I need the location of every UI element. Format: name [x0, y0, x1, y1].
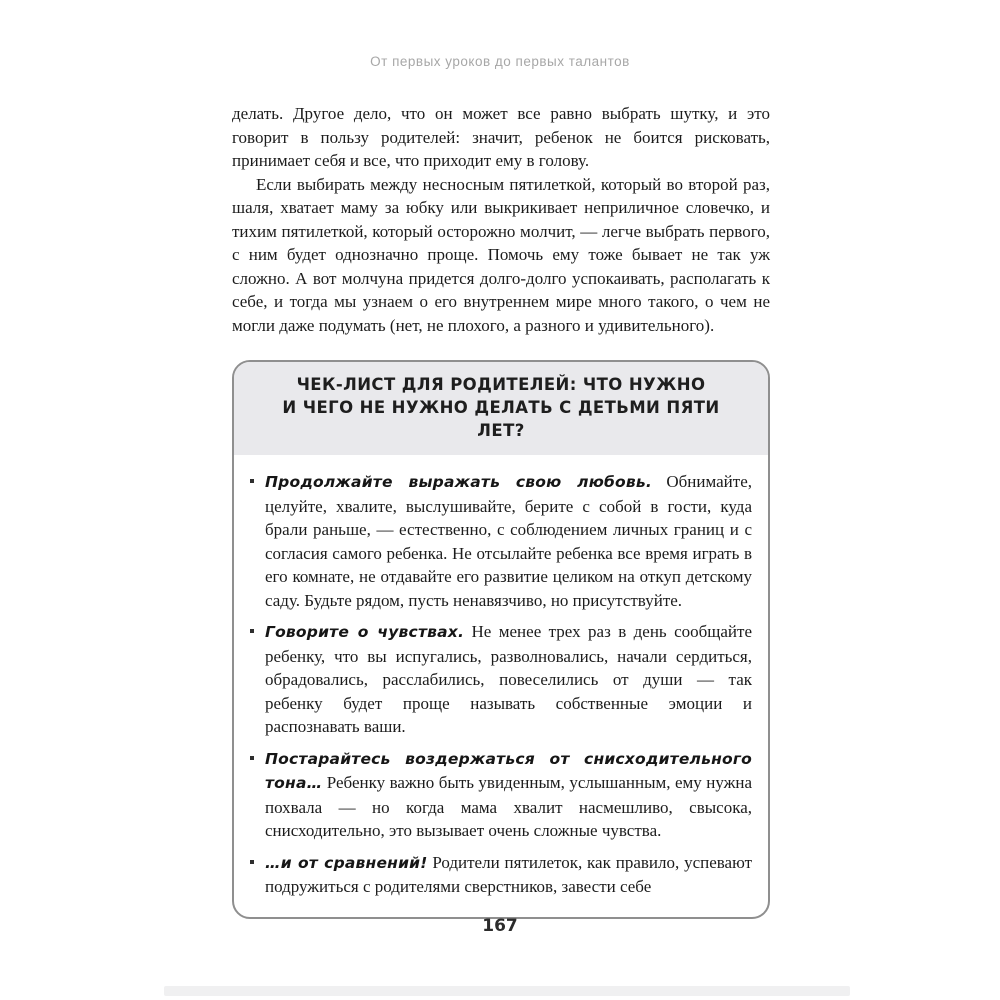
body-paragraph-1: делать. Другое дело, что он может все равно выбрать шутку, и это говорит в пользу родителей: значит, ребенок не боится рисковать, принимает себя и все, что приходит ему в голову.	[232, 104, 770, 170]
list-item-text	[265, 620, 752, 739]
bullet-icon	[250, 479, 254, 483]
checklist-items	[234, 455, 768, 917]
list-item-lead: Говорите о чувствах.	[265, 623, 465, 641]
body-paragraph-2: Если выбирать между несносным пятилеткой, который во второй раз, шаля, хватает маму за юбку или выкрикивает неприличное словечко, и тихим пятилеткой, который осторожно молчит, — легче выбрать первого, с ним будет однозначно проще. Помочь ему тоже бывает не так уж сложно. А вот молчуна придется долго-долго успокаивать, располагать к себе, и тогда мы узнаем о его внутреннем мире много такого, о чем не могли даже подумать (нет, не плохого, а разного и удивительного).	[232, 174, 770, 335]
bullet-icon	[250, 756, 254, 760]
page-number: 167	[482, 916, 518, 936]
list-item	[244, 470, 752, 612]
list-item-lead: …и от сравнений!	[265, 853, 428, 872]
list-item-lead: Продолжайте выражать свою любовь.	[265, 473, 652, 491]
list-item-text	[265, 470, 752, 612]
bullet-icon	[250, 629, 254, 633]
list-item-text	[265, 851, 752, 899]
list-item-text	[265, 747, 752, 843]
list-item	[244, 747, 752, 843]
page-edge-shadow	[164, 986, 850, 996]
running-header: От первых уроков до первых талантов	[370, 54, 630, 69]
checklist-title-line-2: И ЧЕГО НЕ НУЖНО ДЕЛАТЬ С ДЕТЬМИ ПЯТИ ЛЕТ?	[282, 398, 720, 440]
bullet-icon	[250, 860, 254, 864]
list-item-body: Не менее трех раз в день сообщайте ребенку, что вы испугались, разволновались, начали сердиться, обрадовались, расслабились, повеселились от души — так ребенку будет проще называть собственные эмоции и распознавать ваши.	[265, 622, 753, 736]
list-item-body: Ребенку важно быть увиденным, услышанным, ему нужна похвала — но когда мама хвалит насмешливо, свысока, снисходительно, это вызывает очень сложные чувства.	[265, 773, 752, 840]
list-item-body: Обнимайте, целуйте, хвалите, выслушивайте, берите с собой в гости, куда брали раньше, — естественно, с соблюдением личных границ и с согласия самого ребенка. Не отсылайте ребенка все время играть в его комнате, не отдавайте его развитие целиком на откуп детскому саду. Будьте рядом, пусть ненавязчиво, но присутствуйте.	[265, 472, 752, 610]
checklist-title-line-1: ЧЕК-ЛИСТ ДЛЯ РОДИТЕЛЕЙ: ЧТО НУЖНО	[296, 375, 706, 394]
list-item-body: Родители пятилеток, как правило, успевают подружиться с родителями сверстников, завести себе	[265, 852, 753, 896]
checklist-header	[234, 362, 768, 455]
page-content	[232, 102, 770, 919]
list-item	[244, 851, 752, 899]
checklist-box	[232, 360, 770, 919]
list-item	[244, 620, 752, 739]
list-item-lead: Постарайтесь воздержаться от снисходительного тона…	[265, 749, 752, 792]
